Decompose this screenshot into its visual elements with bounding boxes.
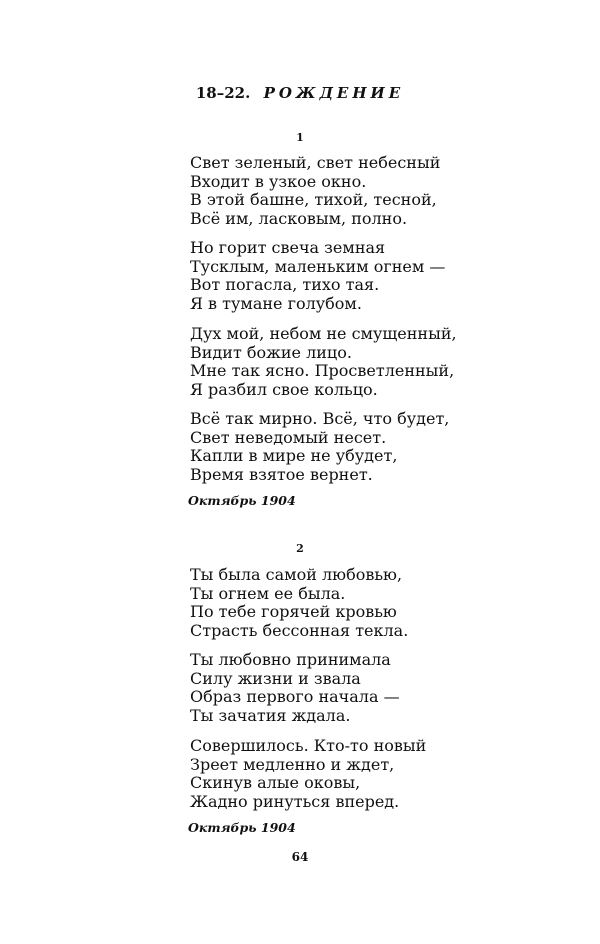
verse-line: Я в тумане голубом. (190, 293, 362, 313)
verse-line: Образ первого начала — (190, 687, 400, 706)
verse-line: Свет зеленый, свет небесный (190, 153, 441, 172)
verse-line: Дух мой, небом не смущенный, (190, 324, 457, 343)
poem-number: 2 (296, 542, 304, 555)
verse-line: Время взятое вернет. (190, 464, 373, 484)
cycle-name: РОЖДЕНИЕ (263, 84, 405, 102)
verse-line: Ты огнем ее была. (190, 583, 346, 603)
stanza (190, 239, 570, 313)
verse-line: Ты была самой любовью, (190, 565, 403, 584)
stanza (190, 566, 570, 640)
poem-number: 1 (296, 131, 304, 144)
verse-line: Всё так мирно. Всё, что будет, (190, 409, 450, 428)
stanza (190, 651, 570, 725)
verse-line: Тусклым, маленьким огнем — (190, 256, 446, 276)
verse-line: Ты зачатия ждала. (190, 705, 351, 725)
verse-line: Жадно ринуться вперед. (190, 791, 400, 811)
verse-line: Страсть бессонная текла. (190, 620, 409, 640)
stanza (190, 410, 570, 484)
verse-line: Совершилось. Кто-то новый (190, 736, 427, 755)
verse-line: Вот погасла, тихо тая. (190, 275, 380, 294)
stanza (190, 737, 570, 811)
verse-line: Скинув алые оковы, (190, 773, 361, 792)
verse-line: По тебе горячей кровью (190, 602, 397, 621)
verse-line: Видит божие лицо. (190, 342, 352, 362)
verse-line: Входит в узкое окно. (190, 171, 367, 191)
verse-line: Зреет медленно и ждет, (190, 754, 395, 774)
stanza (190, 154, 570, 228)
verse-line: Я разбил свое кольцо. (190, 379, 378, 399)
cycle-number: 18–22. (195, 84, 251, 102)
stanza (190, 325, 570, 399)
verse-line: Капли в мире не убудет, (190, 446, 398, 465)
page-number: 64 (291, 850, 309, 864)
verse-line: Ты любовно принимала (190, 650, 391, 669)
verse-line: В этой башне, тихой, тесной, (190, 190, 437, 209)
verse-line: Силу жизни и звала (190, 668, 361, 688)
cycle-title (0, 84, 600, 102)
verse-line: Всё им, ласковым, полно. (190, 208, 408, 228)
verse-line: Мне так ясно. Просветленный, (190, 361, 455, 380)
verse-line: Свет неведомый несет. (190, 427, 387, 447)
poem-date: Октябрь 1904 (188, 820, 296, 835)
verse-line: Но горит свеча земная (190, 238, 386, 257)
poem-date: Октябрь 1904 (188, 493, 296, 508)
